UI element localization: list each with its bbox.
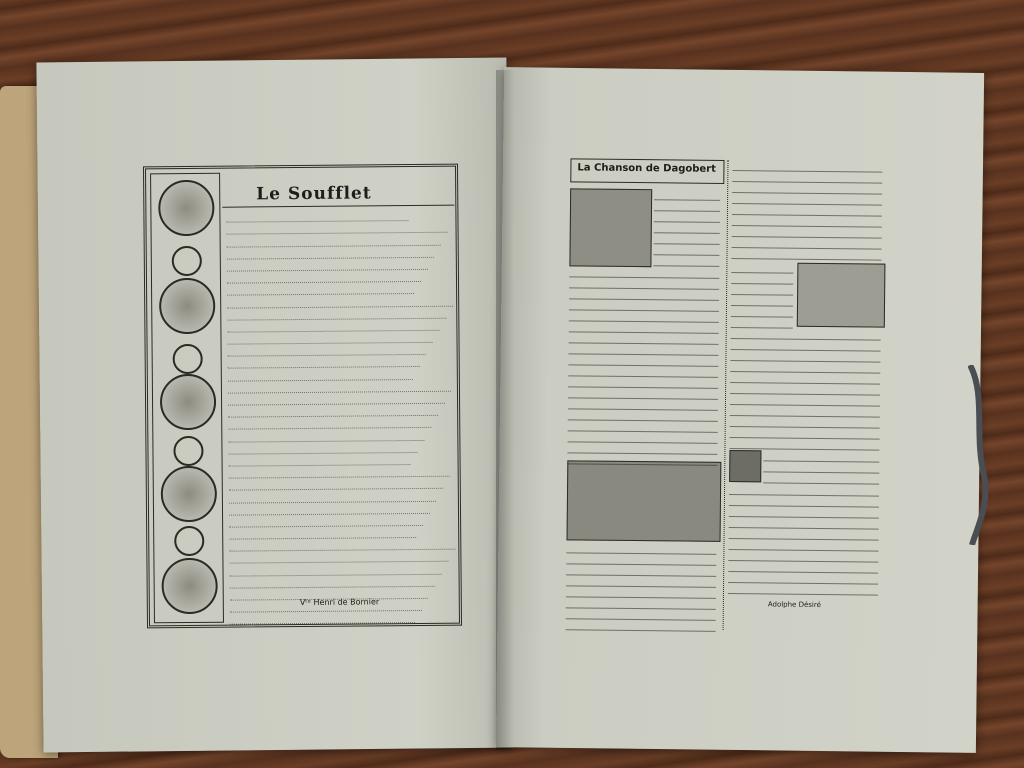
text-line	[729, 519, 879, 530]
text-line	[568, 367, 718, 378]
article	[565, 158, 890, 641]
text-line	[730, 352, 880, 363]
text-line	[566, 544, 716, 555]
saint-medallion-icon	[161, 558, 217, 614]
saint-medallion-icon	[160, 374, 216, 430]
text-line	[763, 474, 879, 484]
article-title: La Chanson de Dagobert	[577, 162, 716, 175]
article-signature: Adolphe Désiré	[767, 600, 821, 609]
text-line	[566, 566, 716, 577]
text-line	[731, 319, 793, 329]
text-line	[654, 191, 720, 201]
woodcut-illustration	[567, 460, 722, 542]
text-line	[569, 290, 719, 301]
text-line	[654, 224, 720, 234]
poem-frame	[143, 164, 462, 629]
text-line	[566, 577, 716, 588]
text-line	[569, 323, 719, 334]
text-line	[568, 378, 718, 389]
text-line	[731, 286, 793, 296]
text-line	[731, 275, 793, 285]
spiral-ornament-icon	[174, 526, 204, 556]
text-line	[730, 396, 880, 407]
text-line	[729, 497, 879, 508]
text-line	[732, 184, 882, 195]
saint-medallion-icon	[159, 278, 215, 334]
text-line	[732, 228, 882, 239]
text-line	[728, 541, 878, 552]
text-line	[731, 330, 881, 341]
text-line	[566, 588, 716, 599]
bookmark-ribbon	[968, 365, 992, 545]
text-line	[728, 574, 878, 585]
text-line	[654, 235, 720, 245]
text-line	[728, 563, 878, 574]
text-line	[568, 433, 718, 444]
text-line	[729, 440, 879, 451]
article-title-box	[570, 158, 724, 184]
text-line	[730, 407, 880, 418]
article-column-right	[728, 160, 885, 636]
saint-medallion-icon	[161, 466, 217, 522]
article-column-left	[566, 188, 723, 634]
text-line	[732, 195, 882, 206]
text-line	[568, 422, 718, 433]
text-line	[566, 599, 716, 610]
text-line	[569, 268, 719, 279]
text-line	[729, 486, 879, 497]
text-line	[728, 552, 878, 563]
text-line	[568, 411, 718, 422]
text-line	[732, 206, 882, 217]
text-line	[567, 455, 717, 466]
text-line	[731, 308, 793, 318]
text-line	[731, 341, 881, 352]
text-line	[729, 508, 879, 519]
text-line	[567, 444, 717, 455]
text-line	[566, 555, 716, 566]
text-line	[763, 452, 879, 462]
poem-title: Le Soufflet	[256, 183, 372, 205]
text-line	[732, 239, 882, 250]
woodcut-illustration	[797, 263, 886, 328]
text-line	[730, 363, 880, 374]
text-line	[730, 418, 880, 429]
text-line	[566, 621, 716, 632]
spiral-ornament-icon	[173, 344, 203, 374]
text-line	[729, 530, 879, 541]
text-line	[569, 312, 719, 323]
text-line	[566, 610, 716, 621]
spiral-ornament-icon	[173, 436, 203, 466]
text-line	[730, 374, 880, 385]
text-line	[568, 345, 718, 356]
text-line	[654, 246, 720, 256]
text-line	[731, 297, 793, 307]
text-line	[731, 250, 881, 261]
poem-signature: Vᵗᵉ Henri de Bornier	[299, 597, 380, 608]
text-line	[568, 356, 718, 367]
text-line	[654, 213, 720, 223]
text-line	[732, 162, 882, 173]
text-line	[732, 217, 882, 228]
saint-medallion-icon	[158, 180, 214, 236]
text-line	[568, 389, 718, 400]
text-line	[230, 611, 415, 625]
text-line	[569, 301, 719, 312]
text-line	[568, 400, 718, 411]
text-line	[653, 257, 719, 267]
text-line	[730, 429, 880, 440]
book-gutter	[496, 70, 514, 750]
illuminated-initial-icon	[569, 188, 652, 267]
text-line	[569, 279, 719, 290]
poem-text-block	[226, 209, 458, 625]
illuminated-initial-icon	[729, 450, 761, 482]
text-line	[731, 264, 793, 274]
text-line	[730, 385, 880, 396]
text-line	[728, 585, 878, 596]
text-line	[569, 334, 719, 345]
text-line	[763, 463, 879, 473]
spiral-ornament-icon	[172, 246, 202, 276]
text-line	[732, 173, 882, 184]
text-line	[654, 202, 720, 212]
ornamental-border	[150, 173, 224, 624]
